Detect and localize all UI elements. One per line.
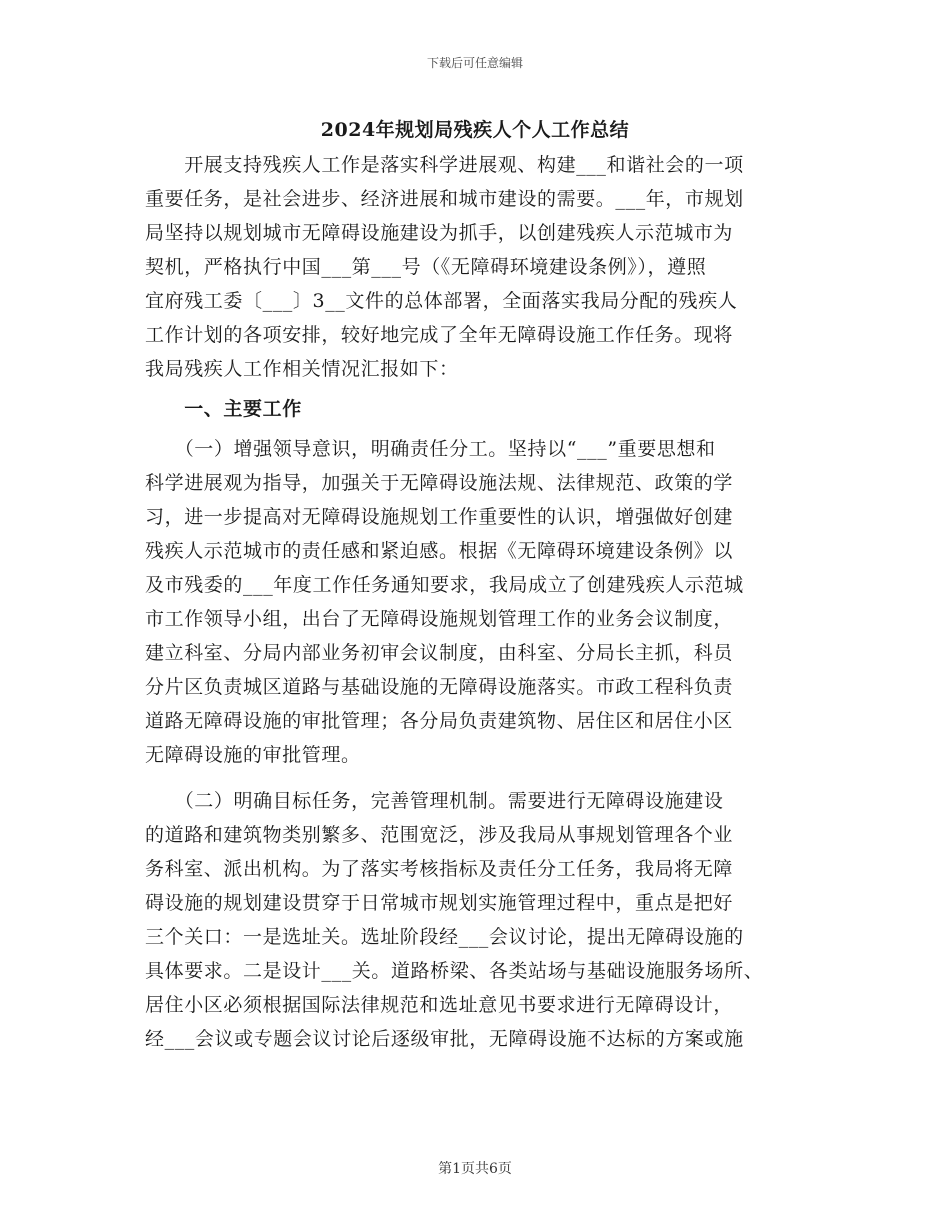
body-line: 分片区负责城区道路与基础设施的无障碍设施落实。市政工程科负责	[145, 676, 734, 698]
section-heading: 一、主要工作	[145, 398, 302, 420]
body-line: 市工作领导小组，出台了无障碍设施规划管理工作的业务会议制度，	[145, 608, 734, 630]
body-line: 契机，严格执行中国___第___号（《无障碍环境建设条例》），遵照	[145, 256, 707, 278]
body-line: 宜府残工委〔___〕3__文件的总体部署，全面落实我局分配的残疾人	[145, 290, 738, 312]
body-line: 我局残疾人工作相关情况汇报如下：	[145, 358, 459, 380]
body-line: （二）明确目标任务，完善管理机制。需要进行无障碍设施建设	[145, 790, 724, 812]
page-footer: 第1页共6页	[438, 1161, 512, 1177]
body-line: 无障碍设施的审批管理。	[145, 744, 361, 766]
body-line: 具体要求。二是设计___关。道路桥梁、各类站场与基础设施服务场所、	[145, 960, 764, 982]
body-line: 局坚持以规划城市无障碍设施建设为抓手，以创建残疾人示范城市为	[145, 222, 734, 244]
body-line: 工作计划的各项安排，较好地完成了全年无障碍设施工作任务。现将	[145, 324, 734, 346]
body-line: 碍设施的规划建设贯穿于日常城市规划实施管理过程中，重点是把好	[145, 892, 734, 914]
body-line: 开展支持残疾人工作是落实科学进展观、构建___和谐社会的一项	[145, 154, 744, 176]
body-line: 科学进展观为指导，加强关于无障碍设施法规、法律规范、政策的学	[145, 472, 734, 494]
body-line: 重要任务，是社会进步、经济进展和城市建设的需要。___年，市规划	[145, 188, 744, 210]
body-line: 三个关口：一是选址关。选址阶段经___会议讨论，提出无障碍设施的	[145, 926, 744, 948]
document-title: 2024年规划局残疾人个人工作总结	[320, 119, 630, 141]
body-line: 的道路和建筑物类别繁多、范围宽泛，涉及我局从事规划管理各个业	[145, 824, 734, 846]
page-header-note: 下载后可任意编辑	[426, 56, 523, 70]
body-line: 经___会议或专题会议讨论后逐级审批，无障碍设施不达标的方案或施	[145, 1028, 744, 1050]
body-line: （一）增强领导意识，明确责任分工。坚持以“___”重要思想和	[145, 438, 716, 460]
body-line: 建立科室、分局内部业务初审会议制度，由科室、分局长主抓，科员	[145, 642, 734, 664]
body-line: 残疾人示范城市的责任感和紧迫感。根据《无障碍环境建设条例》以	[145, 540, 734, 562]
body-line: 及市残委的___年度工作任务通知要求，我局成立了创建残疾人示范城	[145, 574, 744, 596]
body-line: 道路无障碍设施的审批管理；各分局负责建筑物、居住区和居住小区	[145, 710, 734, 732]
body-line: 务科室、派出机构。为了落实考核指标及责任分工任务，我局将无障	[145, 858, 734, 880]
body-line: 习，进一步提高对无障碍设施规划工作重要性的认识，增强做好创建	[145, 506, 734, 528]
body-line: 居住小区必须根据国际法律规范和选址意见书要求进行无障碍设计，	[145, 994, 734, 1016]
